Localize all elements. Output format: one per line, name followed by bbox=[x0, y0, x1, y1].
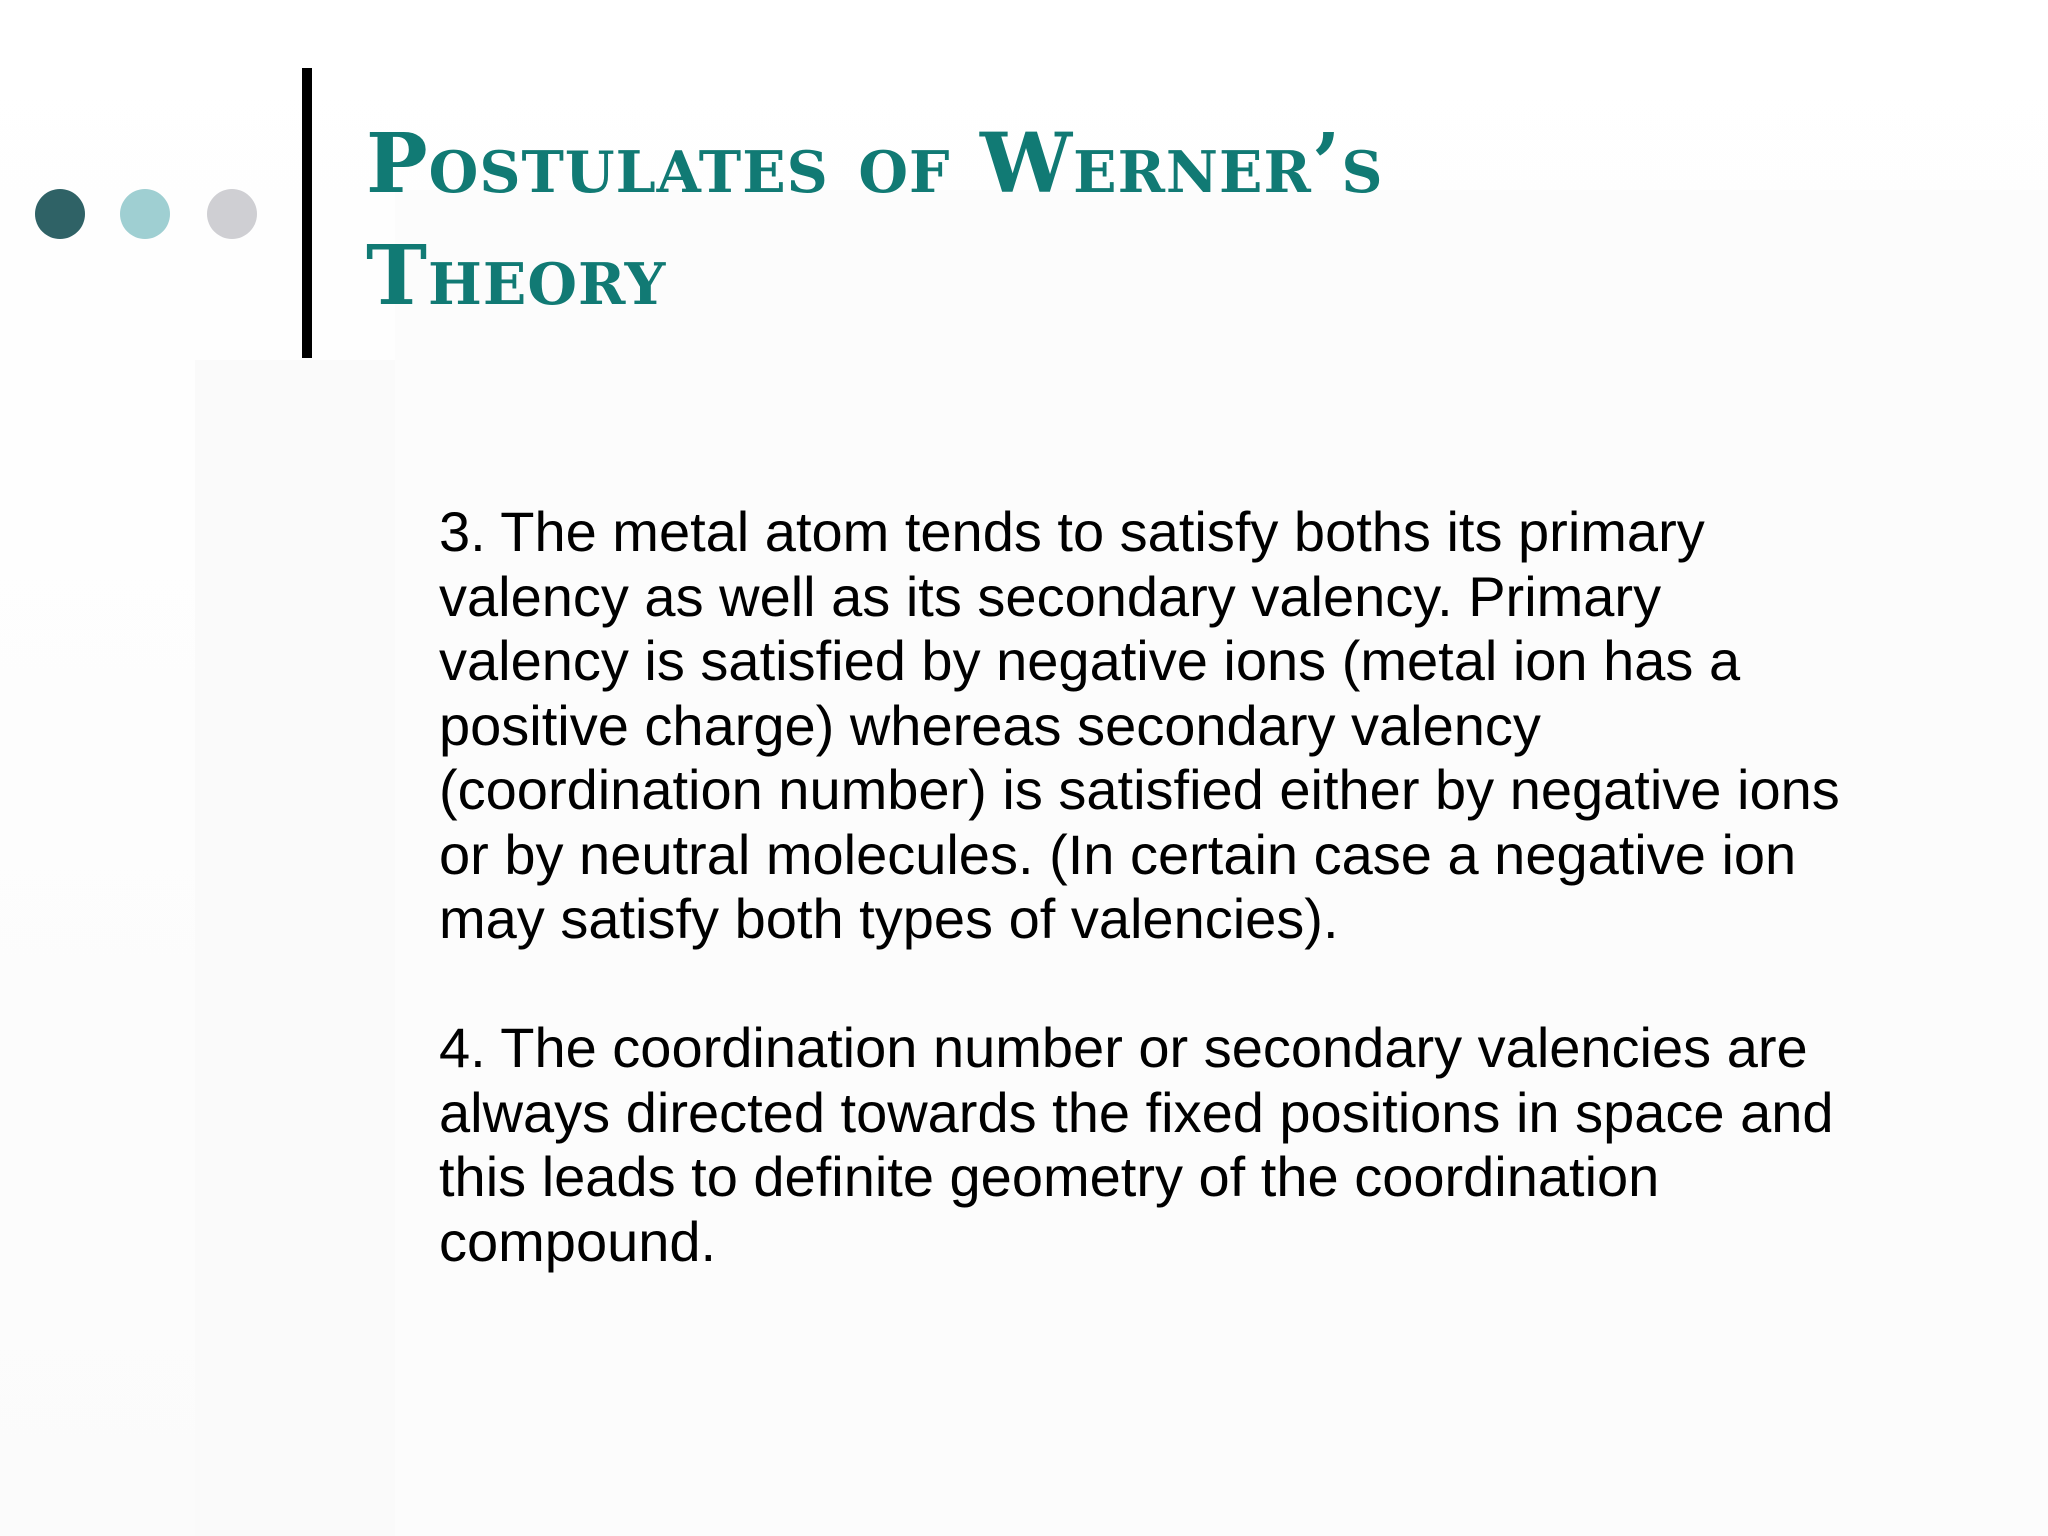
postulate-3: 3. The metal atom tends to satisfy boths its primary valency as well as its secondary valency. Primary valency is satisfied by negative ions (metal ion has a positive charge) whereas secondary valency (coordination number) is satisfied either by negative ions or by neutral molecules. (In certain case a negative ion may satisfy both types of valencies). bbox=[439, 500, 1840, 950]
title-divider-bar bbox=[302, 68, 312, 358]
slide-title: Postulates of Werner’s Theory bbox=[366, 116, 1384, 324]
paragraph-spacer bbox=[439, 952, 1859, 1017]
postulate-4: 4. The coordination number or secondary valencies are always directed towards the fixed positions in space and this leads to definite geometry of the coordination compound. bbox=[439, 1016, 1834, 1273]
decorative-dot bbox=[120, 189, 170, 239]
slide-body bbox=[439, 500, 1859, 1274]
decorative-dot bbox=[207, 189, 257, 239]
decorative-dot bbox=[35, 189, 85, 239]
